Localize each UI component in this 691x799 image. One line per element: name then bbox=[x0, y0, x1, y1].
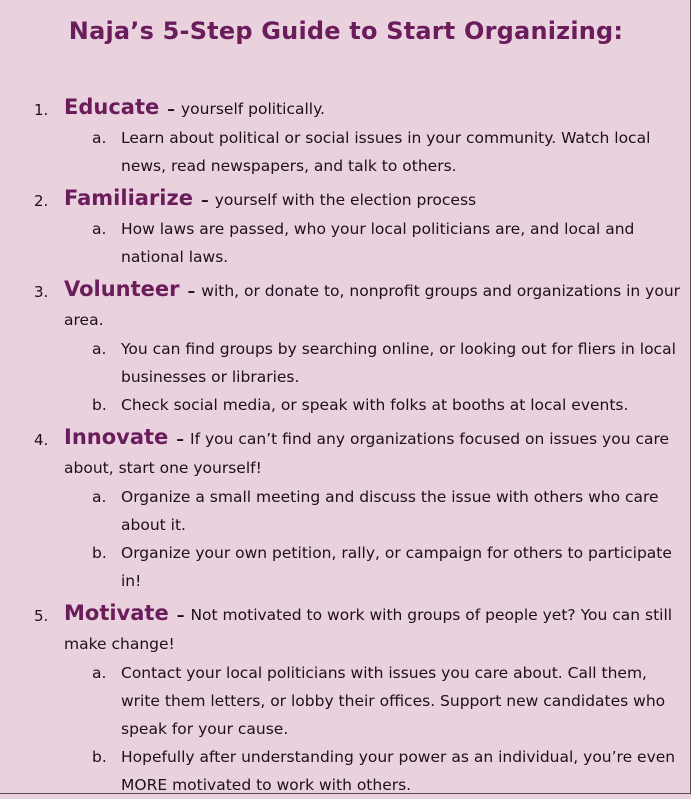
step-item bbox=[34, 184, 682, 271]
substep-list bbox=[64, 335, 682, 419]
substep-letter: b. bbox=[92, 544, 107, 562]
substep-list bbox=[64, 215, 682, 271]
substep-text: Check social media, or speak with folks at booths at local events. bbox=[121, 396, 629, 414]
page-title: Naja’s 5-Step Guide to Start Organizing: bbox=[68, 17, 624, 45]
step-heading bbox=[64, 599, 682, 659]
substep-text: Hopefully after understanding your power as an individual, you’re even MORE motivated to work with others. bbox=[121, 748, 676, 794]
step-heading bbox=[64, 423, 682, 483]
step-number: 1. bbox=[34, 101, 49, 119]
step-dash: – bbox=[187, 282, 196, 300]
step-number: 4. bbox=[34, 431, 49, 449]
substep-letter: a. bbox=[92, 340, 107, 358]
substep-text: Learn about political or social issues in your community. Watch local news, read newspapers, and talk to others. bbox=[121, 129, 651, 175]
substep-letter: a. bbox=[92, 664, 107, 682]
substep-letter: a. bbox=[92, 129, 107, 147]
step-item bbox=[34, 275, 682, 419]
step-keyword: Motivate bbox=[64, 601, 169, 625]
substep-item bbox=[64, 659, 682, 743]
step-keyword: Educate bbox=[64, 95, 160, 119]
step-keyword: Innovate bbox=[64, 425, 169, 449]
substep-text: Organize your own petition, rally, or campaign for others to participate in! bbox=[121, 544, 672, 590]
step-text: with, or donate to, nonprofit groups and organizations in your area. bbox=[64, 282, 681, 329]
step-number: 3. bbox=[34, 283, 49, 301]
step-keyword: Volunteer bbox=[64, 277, 180, 301]
substep-item bbox=[64, 391, 682, 419]
step-text: yourself with the election process bbox=[214, 191, 477, 209]
step-number: 5. bbox=[34, 607, 49, 625]
step-text: If you can’t find any organizations focused on issues you care about, start one yourself! bbox=[64, 430, 670, 477]
substep-item bbox=[64, 743, 682, 799]
substep-item bbox=[64, 483, 682, 539]
substep-list bbox=[64, 483, 682, 595]
substep-letter: a. bbox=[92, 220, 107, 238]
substep-text: You can find groups by searching online, or looking out for fliers in local businesses or libraries. bbox=[121, 340, 676, 386]
step-text: Not motivated to work with groups of people yet? You can still make change! bbox=[64, 606, 673, 653]
step-item bbox=[34, 423, 682, 595]
substep-item bbox=[64, 539, 682, 595]
substep-text: Organize a small meeting and discuss the issue with others who care about it. bbox=[121, 488, 659, 534]
steps-list bbox=[34, 93, 682, 799]
step-dash: – bbox=[176, 430, 185, 448]
step-dash: – bbox=[176, 606, 185, 624]
step-dash: – bbox=[167, 100, 175, 118]
step-heading bbox=[64, 275, 682, 335]
substep-text: Contact your local politicians with issues you care about. Call them, write them letters, or lobby their offices. Support new candidates who speak for your cause. bbox=[121, 664, 666, 738]
substep-item bbox=[64, 215, 682, 271]
step-heading bbox=[64, 184, 682, 215]
substep-list bbox=[64, 124, 682, 180]
substep-letter: b. bbox=[92, 396, 107, 414]
substep-letter: a. bbox=[92, 488, 107, 506]
step-keyword: Familiarize bbox=[64, 186, 193, 210]
step-dash: – bbox=[200, 191, 209, 209]
substep-item bbox=[64, 335, 682, 391]
substep-letter: b. bbox=[92, 748, 107, 766]
step-item bbox=[34, 93, 682, 180]
step-number: 2. bbox=[34, 192, 49, 210]
substep-list bbox=[64, 659, 682, 799]
step-text: yourself politically. bbox=[180, 100, 325, 118]
step-heading bbox=[64, 93, 682, 124]
substep-text: How laws are passed, who your local politicians are, and local and national laws. bbox=[121, 220, 635, 266]
substep-item bbox=[64, 124, 682, 180]
step-item bbox=[34, 599, 682, 799]
